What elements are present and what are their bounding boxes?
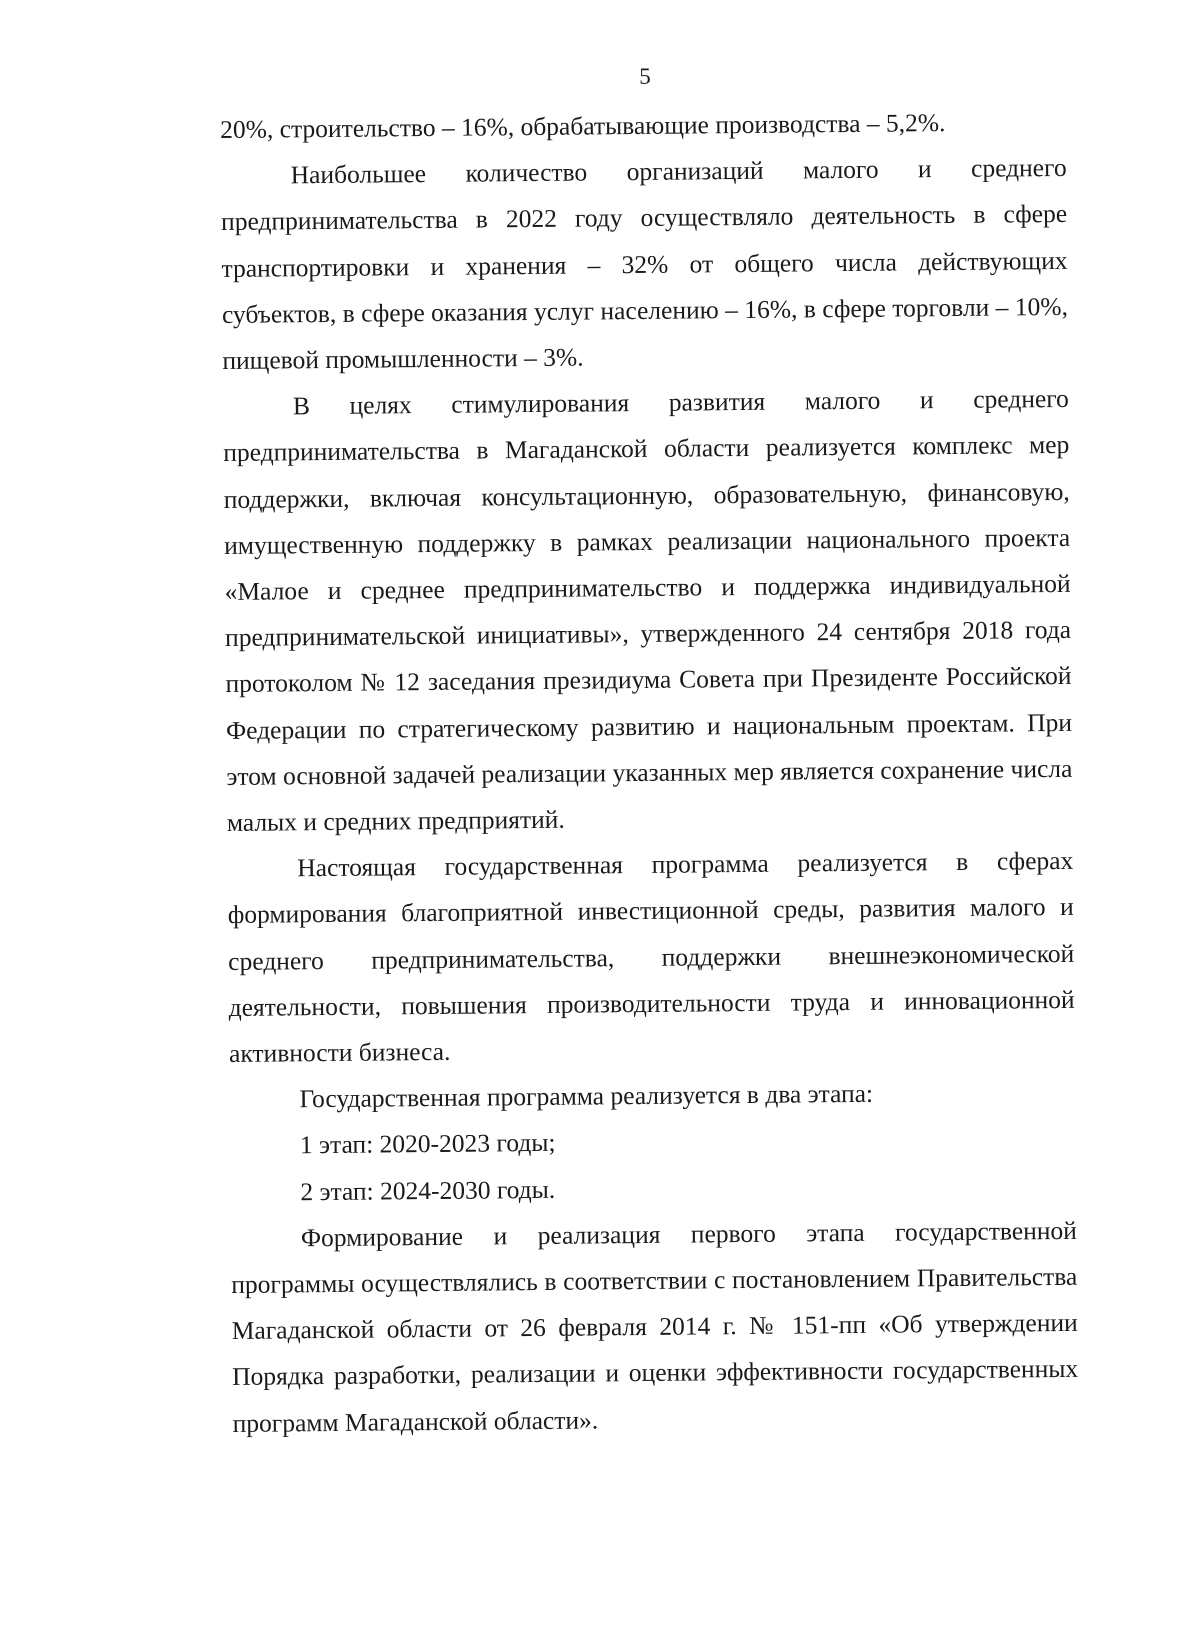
paragraph-legal-basis: Формирование и реализация первого этапа государственной программы осуществлялись в соответствии с постановлением Правительства Магаданской области от 26 февраля 2014 г. № 151-пп «Об утверждении Порядка разработки, реализации и оценки эффективности государственных программ Магаданской области». xyxy=(231,1215,1079,1438)
document-body xyxy=(220,99,1079,1447)
paragraph-program-scope: Настоящая государственная программа реализуется в сферах формирования благоприятной инвестиционной среды, развития малого и среднего предпринимательства, поддержки внешнеэкономической деятельности, повышения производительности труда и инновационной активности бизнеса. xyxy=(227,846,1075,1069)
paragraph-program-stages: Государственная программа реализуется в два этапа: xyxy=(299,1079,874,1114)
paragraph-continuation: 20%, строительство – 16%, обрабатывающие производства – 5,2%. xyxy=(220,108,946,144)
paragraph-stage-1: 1 этап: 2020-2023 годы; xyxy=(299,1128,556,1160)
paragraph-stage-2: 2 этап: 2024-2030 годы. xyxy=(300,1174,556,1206)
paragraph-support-measures: В целях стимулирования развития малого и среднего предпринимательства в Магаданской области реализуется комплекс мер поддержки, включая консультационную, образовательную, финансовую, имущественную поддержку в рамках реализации национального проекта «Малое и среднее предпринимательство и поддержка индивидуальной предпринимательской инициативы», утвержденного 24 сентября 2018 года протоколом № 12 заседания президиума Совета при Президенте Российской Федерации по стратегическому развитию и национальным проектам. При этом основной задачей реализации указанных мер является сохранение числа малых и средних предприятий. xyxy=(223,384,1073,838)
paragraph-sme-activity: Наибольшее количество организаций малого и среднего предпринимательства в 2022 году осуществляло деятельность в сфере транспортировки и хранения – 32% от общего числа действующих субъектов, в сфере оказания услуг населению – 16%, в сфере торговли – 10%, пищевой промышленности – 3%. xyxy=(220,153,1069,376)
page-number: 5 xyxy=(639,64,651,89)
